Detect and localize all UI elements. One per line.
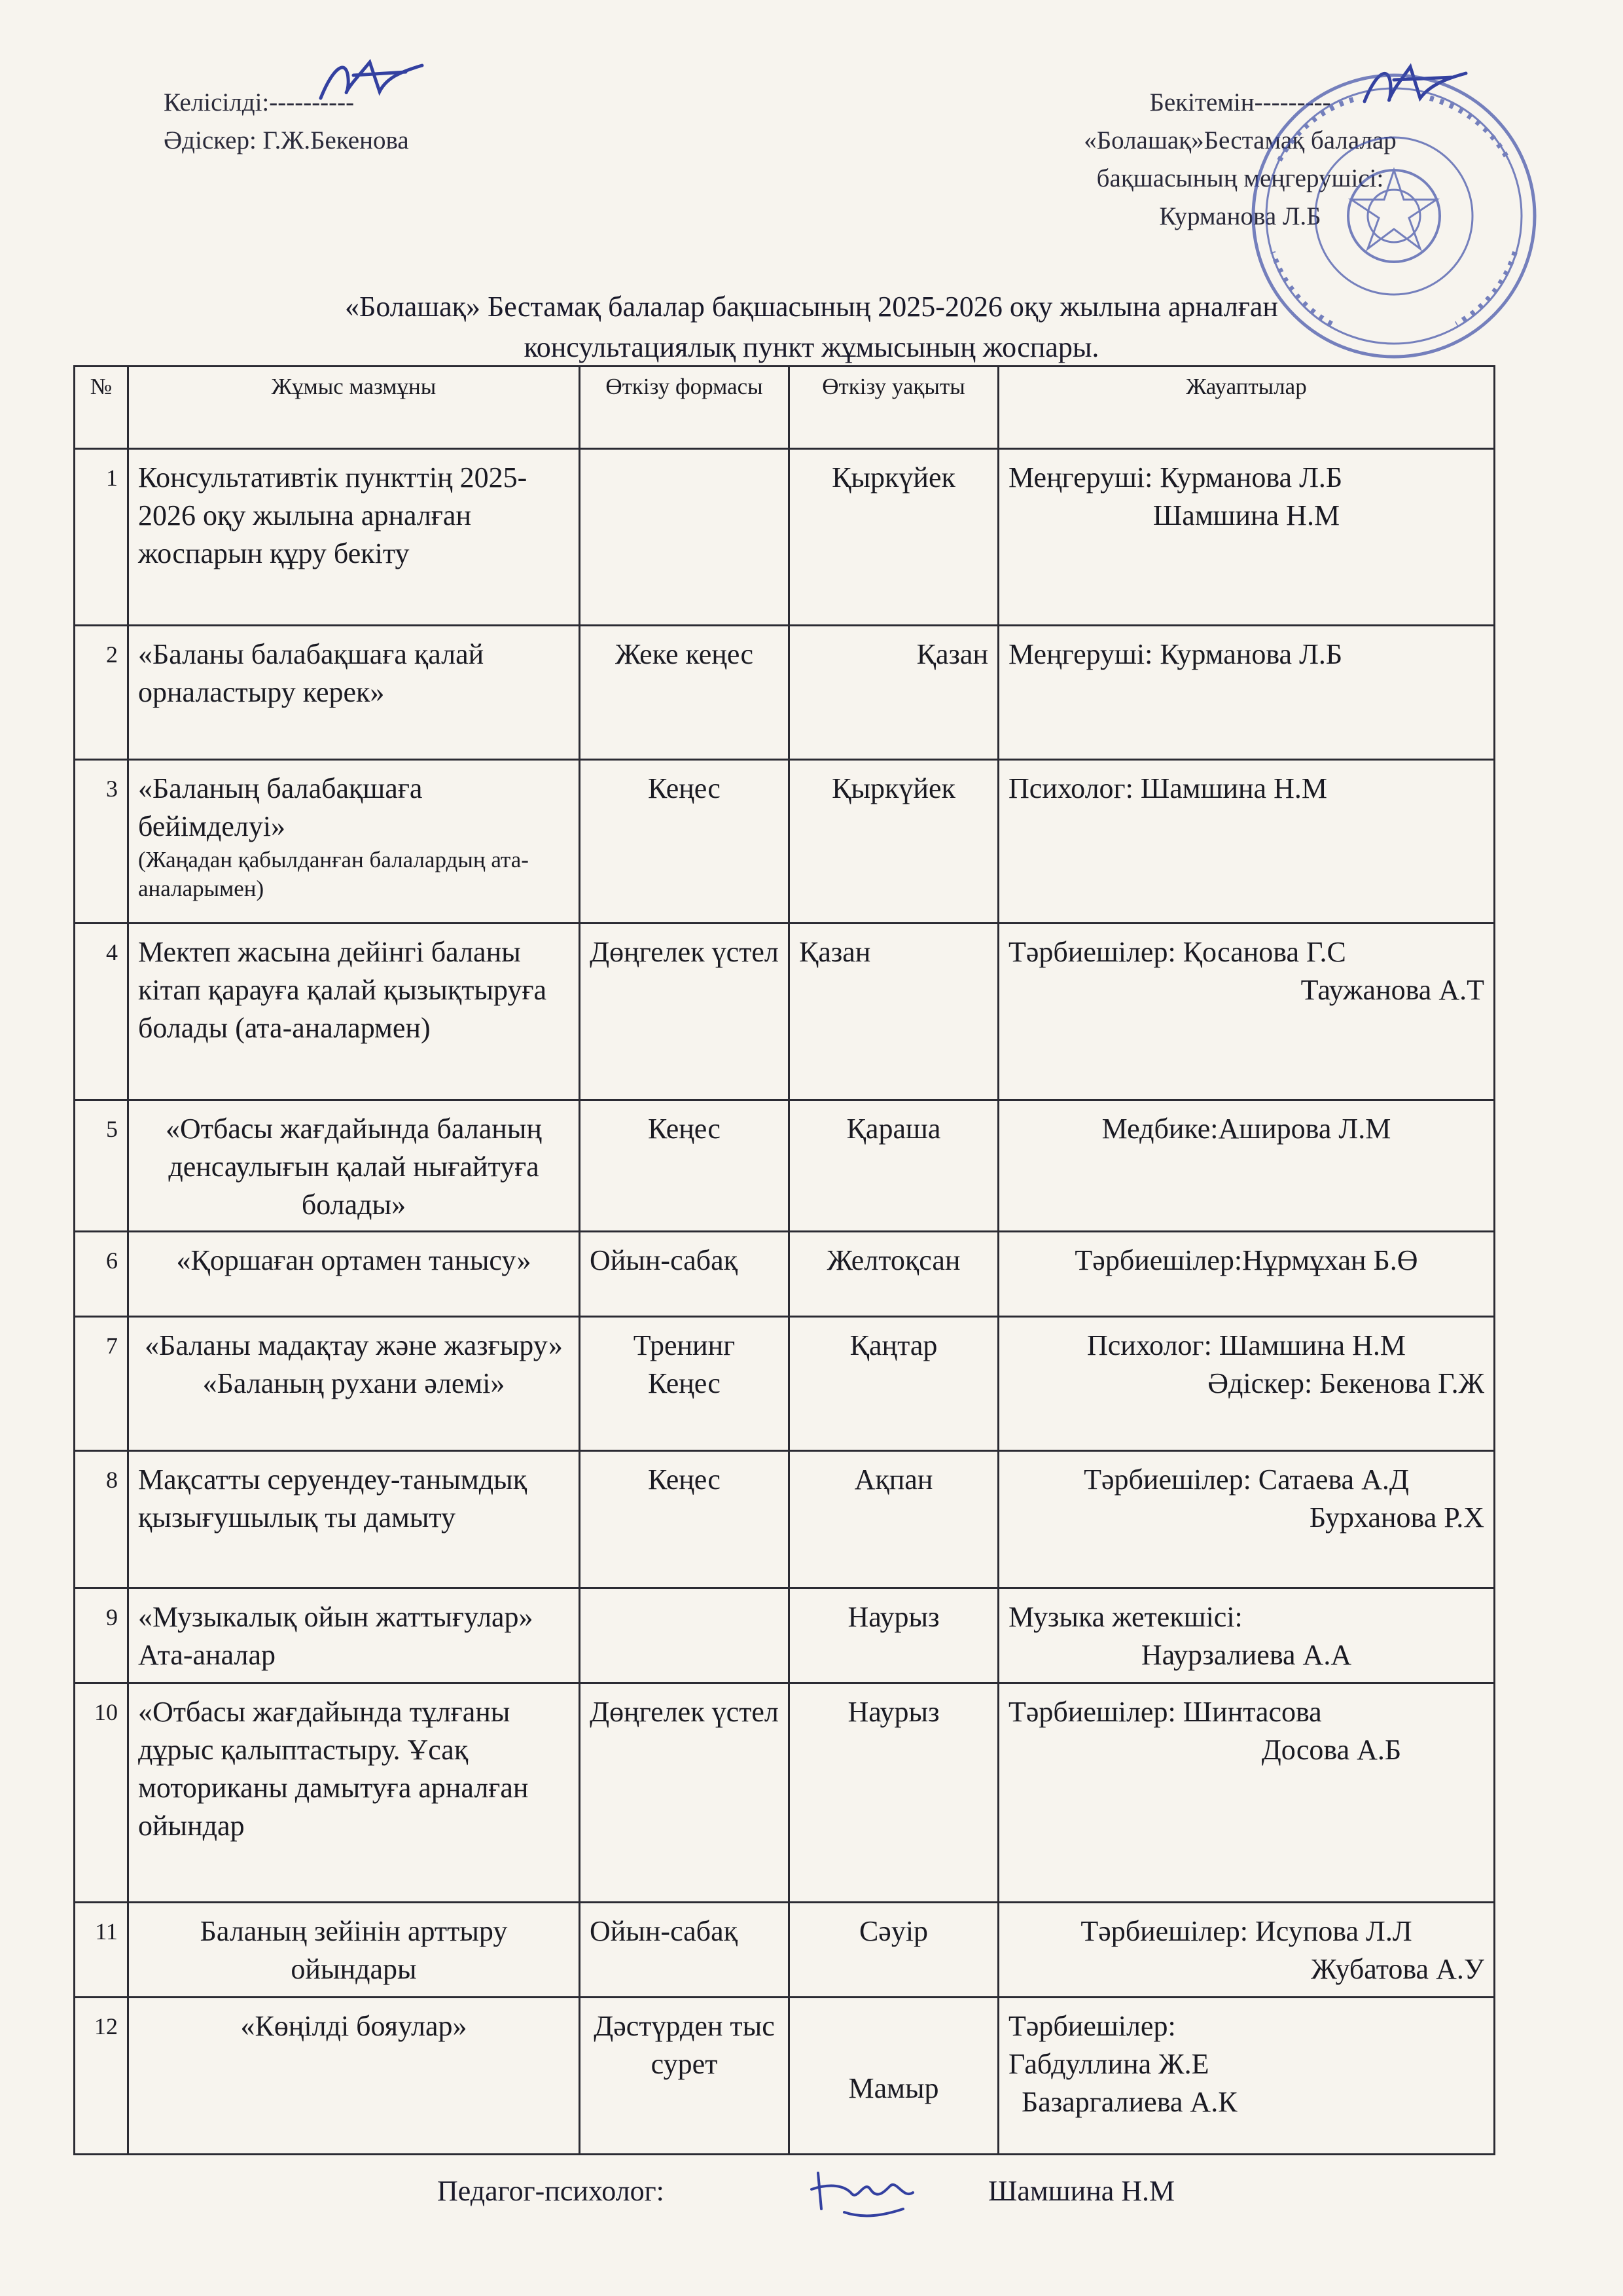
row-content: «Отбасы жағдайында тұлғаны дұрыс қалыптастыру. Ұсақ моториканы дамытуға арналған ойындар [128,1683,580,1903]
row-form [580,449,789,626]
responsible-1: Тәрбиешілер: Шинтасова [1008,1696,1322,1728]
agreed-label: Келісілді:---------- [164,88,355,117]
responsible-1: Меңгеруші: Курманова Л.Б [1008,461,1343,493]
row-number: 12 [75,1998,128,2155]
row-form: Кеңес [580,1451,789,1588]
row-form: Дөңгелек үстел [580,1683,789,1903]
row-content-note: (Жаңадан қабылданған балалардың ата-аналарымен) [138,847,529,901]
row-time: Наурыз [789,1588,999,1683]
row-number: 11 [75,1903,128,1998]
row-content: «Баланы балабақшаға қалай орналастыру керек» [128,626,580,760]
row-number: 4 [75,924,128,1100]
signature-psychologist [805,2153,923,2225]
responsible-2: Бурханова Р.Х [1309,1501,1484,1534]
row-form: Кеңес [580,760,789,924]
head-name: Курманова Л.Б [1159,202,1321,230]
row-responsible [999,449,1495,626]
responsible-1: Медбике:Аширова Л.М [1101,1113,1391,1145]
row-form: Дөңгелек үстел [580,924,789,1100]
responsible-2: Шамшина Н.М [1152,499,1340,531]
row-responsible [999,760,1495,924]
row-form: Жеке кеңес [580,626,789,760]
table-row [75,924,1495,1100]
document-title [131,287,1492,368]
responsible-2: Досова А.Б [1261,1734,1402,1766]
row-form: Ойын-сабақ [580,1903,789,1998]
responsible-1: Музыка жетекшісі: [1008,1601,1243,1633]
row-form-secondary: Кеңес [648,1367,721,1399]
row-number: 8 [75,1451,128,1588]
table-row [75,449,1495,626]
row-content: «Көңілді бояулар» [128,1998,580,2155]
row-time: Қаңтар [789,1317,999,1451]
row-content: Мақсатты серуендеу-танымдық қызығушылық ты дамыту [128,1451,580,1588]
row-content-main: «Баланы мадақтау және жазғыру» [145,1329,563,1361]
footer-name: Шамшина Н.М [988,2175,1175,2207]
col-header-number: № [75,367,128,449]
row-content: Мектеп жасына дейінгі баланы кітап қарауға қалай қызықтыруға болады (ата-аналармен) [128,924,580,1100]
responsible-1: Тәрбиешілер:Нұрмұхан Б.Ө [1075,1244,1418,1276]
row-form [580,1317,789,1451]
responsible-2: Наурзалиева А.А [1141,1639,1352,1671]
row-form [580,1588,789,1683]
table-row [75,1232,1495,1317]
table-row [75,1903,1495,1998]
row-content: Баланың зейінін арттыру ойындары [128,1903,580,1998]
row-responsible [999,924,1495,1100]
row-time: Мамыр [789,1998,999,2155]
row-time: Сәуір [789,1903,999,1998]
col-header-form: Өткізу формасы [580,367,789,449]
row-time: Желтоқсан [789,1232,999,1317]
row-time: Қазан [789,924,999,1100]
row-time: Қыркүйек [789,449,999,626]
col-header-content: Жұмыс мазмұны [128,367,580,449]
row-content-main: «Баланың балабақшаға бейімделуі» [138,772,423,842]
col-header-time: Өткізу уақыты [789,367,999,449]
row-responsible [999,1232,1495,1317]
row-number: 6 [75,1232,128,1317]
row-responsible [999,1903,1495,1998]
responsible-2: Әдіскер: Бекенова Г.Ж [1207,1367,1484,1399]
row-responsible [999,1451,1495,1588]
row-form: Дәстүрден тыс сурет [580,1998,789,2155]
responsible-2: Таужанова А.Т [1300,974,1484,1006]
title-line-1: «Болашақ» Бестамақ балалар бақшасының 2025-2026 оқу жылына арналған [345,291,1278,323]
row-responsible [999,1317,1495,1451]
row-time: Наурыз [789,1683,999,1903]
responsible-1: Психолог: Шамшина Н.М [1087,1329,1406,1361]
row-number: 3 [75,760,128,924]
responsible-1: Тәрбиешілер: Қосанова Г.С [1008,936,1346,968]
row-time: Қараша [789,1100,999,1232]
row-responsible [999,1683,1495,1903]
table-row [75,1451,1495,1588]
methodist-label: Әдіскер: Г.Ж.Бекенова [164,126,409,154]
row-form: Ойын-сабақ [580,1232,789,1317]
responsible-1: Психолог: Шамшина Н.М [1008,772,1327,804]
row-content: «Қоршаған ортамен танысу» [128,1232,580,1317]
responsible-3: Базаргалиева А.К [1022,2086,1238,2118]
row-number: 7 [75,1317,128,1451]
org-line-2: бақшасының меңгерушісі: [1096,164,1384,192]
approved-label: Бекітемін--------- [1149,88,1331,117]
table-row [75,1683,1495,1903]
row-responsible [999,1100,1495,1232]
table-row [75,1100,1495,1232]
row-content [128,1317,580,1451]
table-header-row [75,367,1495,449]
signature-methodist [308,52,438,111]
plan-table [73,365,1495,2155]
title-line-2: консультациялық пункт жұмысының жоспары. [524,331,1099,363]
row-form: Кеңес [580,1100,789,1232]
row-responsible [999,626,1495,760]
col-header-responsible: Жауаптылар [999,367,1495,449]
table-row [75,626,1495,760]
responsible-1: Тәрбиешілер: [1008,2010,1176,2042]
responsible-1: Тәрбиешілер: Сатаева А.Д [1084,1463,1409,1496]
row-number: 9 [75,1588,128,1683]
responsible-1: Меңгеруші: Курманова Л.Б [1008,638,1343,670]
row-time: Қазан [789,626,999,760]
responsible-2: Жубатова А.У [1311,1953,1484,1985]
row-responsible [999,1588,1495,1683]
row-content [128,760,580,924]
row-content-secondary: «Баланың рухани әлемі» [202,1367,505,1399]
row-content: «Отбасы жағдайында баланың денсаулығын қалай нығайтуға болады» [128,1100,580,1232]
table-row [75,760,1495,924]
responsible-2: Габдуллина Ж.Е [1008,2048,1209,2080]
row-responsible [999,1998,1495,2155]
row-number: 2 [75,626,128,760]
table-row [75,1588,1495,1683]
row-form-main: Тренинг [633,1329,736,1361]
row-time: Ақпан [789,1451,999,1588]
row-number: 10 [75,1683,128,1903]
table-row [75,1998,1495,2155]
table-row [75,1317,1495,1451]
row-content: «Музыкалық ойын жаттығулар» Ата-аналар [128,1588,580,1683]
responsible-1: Тәрбиешілер: Исупова Л.Л [1080,1915,1412,1947]
row-number: 5 [75,1100,128,1232]
org-line-1: «Болашақ»Бестамақ балалар [1084,126,1397,154]
row-content: Консультативтік пункттің 2025-2026 оқу жылына арналған жоспарын құру бекіту [128,449,580,626]
row-time: Қыркүйек [789,760,999,924]
footer-role: Педагог-психолог: [437,2175,664,2207]
row-number: 1 [75,449,128,626]
